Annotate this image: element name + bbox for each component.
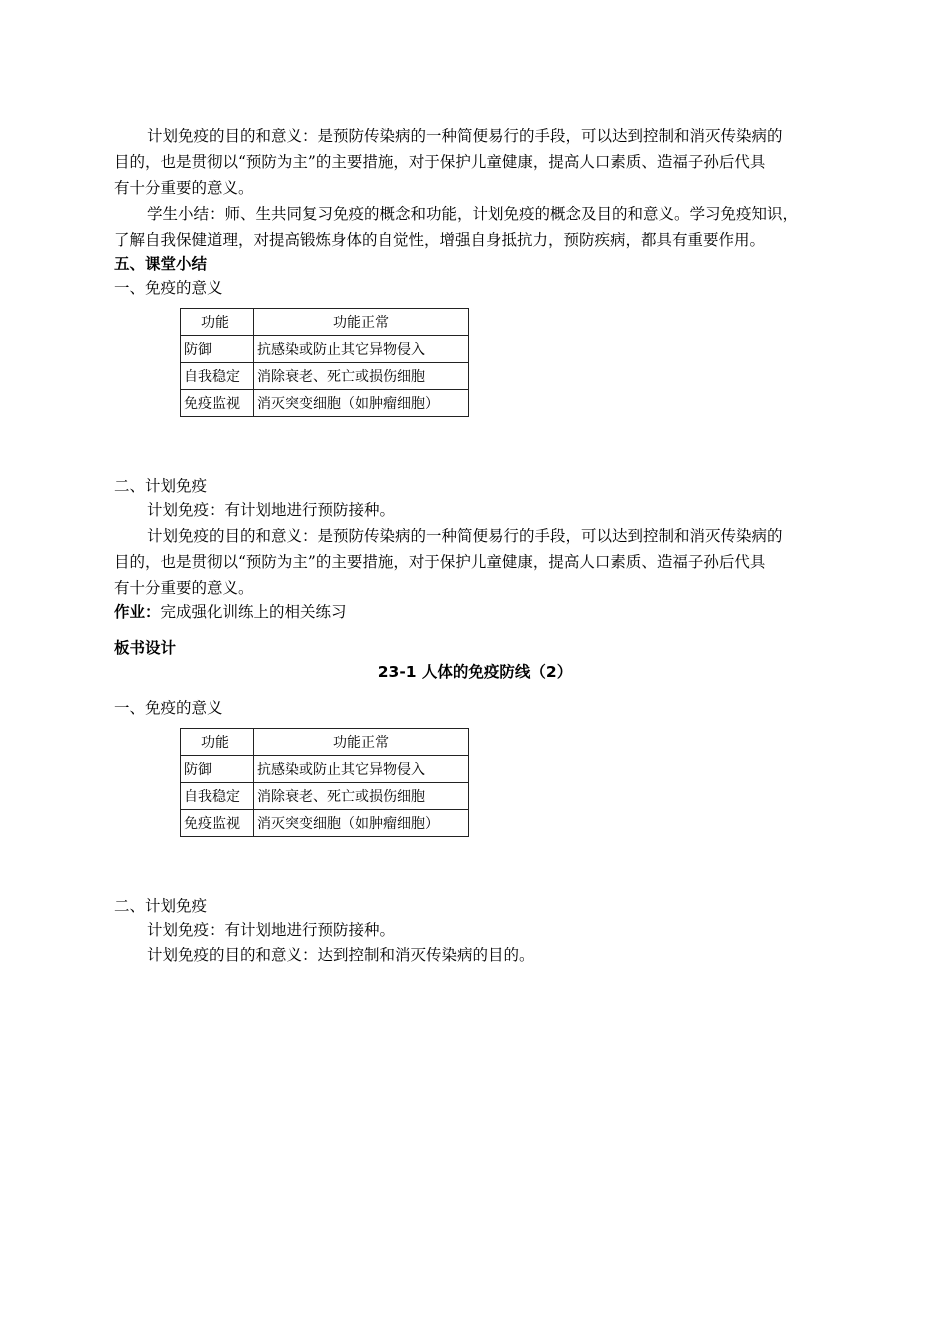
summary-purpose-line2: 目的，也是贯彻以“预防为主”的主要措施，对于保护儿童健康，提高人口素质、造福子孙后代具 bbox=[114, 553, 766, 571]
board-def: 计划免疫：有计划地进行预防接种。 bbox=[147, 921, 396, 939]
homework-text: 完成强化训练上的相关练习 bbox=[160, 603, 347, 621]
para2-line1: 学生小结：师、生共同复习免疫的概念和功能，计划免疫的概念及目的和意义。学习免疫知识， bbox=[147, 205, 799, 223]
table-header-cell: 功能 bbox=[181, 729, 254, 756]
para2-line2: 了解自我保健道理，对提高锻炼身体的自觉性，增强自身抵抗力，预防疾病，都具有重要作用。 bbox=[114, 231, 766, 249]
table-cell: 免疫监视 bbox=[181, 390, 254, 417]
table-cell: 自我稳定 bbox=[181, 783, 254, 810]
function-table-summary bbox=[180, 308, 469, 417]
table-cell: 防御 bbox=[181, 336, 254, 363]
table-cell: 免疫监视 bbox=[181, 810, 254, 837]
para1-line1: 计划免疫的目的和意义：是预防传染病的一种简便易行的手段，可以达到控制和消灭传染病的 bbox=[147, 127, 783, 145]
table-header-cell: 功能正常 bbox=[254, 729, 469, 756]
table-cell: 消除衰老、死亡或损伤细胞 bbox=[254, 783, 469, 810]
para1-line2: 目的，也是贯彻以“预防为主”的主要措施，对于保护儿童健康，提高人口素质、造福子孙后代具 bbox=[114, 153, 766, 171]
board-sub1: 一、免疫的意义 bbox=[114, 699, 223, 717]
board-title: 23-1 人体的免疫防线（2） bbox=[377, 663, 573, 681]
table-cell: 消除衰老、死亡或损伤细胞 bbox=[254, 363, 469, 390]
summary-purpose-line1: 计划免疫的目的和意义：是预防传染病的一种简便易行的手段，可以达到控制和消灭传染病的 bbox=[147, 527, 783, 545]
table-header-cell: 功能正常 bbox=[254, 309, 469, 336]
table-cell: 抗感染或防止其它异物侵入 bbox=[254, 336, 469, 363]
summary-sub2: 二、计划免疫 bbox=[114, 477, 208, 495]
summary-sub1: 一、免疫的意义 bbox=[114, 279, 223, 297]
table-cell: 防御 bbox=[181, 756, 254, 783]
board-purpose: 计划免疫的目的和意义：达到控制和消灭传染病的目的。 bbox=[147, 946, 535, 964]
function-table-board bbox=[180, 728, 469, 837]
table-header-cell: 功能 bbox=[181, 309, 254, 336]
table-cell: 抗感染或防止其它异物侵入 bbox=[254, 756, 469, 783]
section5-heading: 五、课堂小结 bbox=[114, 255, 208, 273]
board-sub2: 二、计划免疫 bbox=[114, 897, 208, 915]
homework-line bbox=[114, 600, 347, 624]
homework-label: 作业： bbox=[114, 603, 161, 621]
summary-def: 计划免疫：有计划地进行预防接种。 bbox=[147, 501, 396, 519]
para1-line3: 有十分重要的意义。 bbox=[114, 179, 254, 197]
board-heading: 板书设计 bbox=[114, 639, 177, 657]
table-cell: 自我稳定 bbox=[181, 363, 254, 390]
table-cell: 消灭突变细胞（如肿瘤细胞） bbox=[254, 810, 469, 837]
summary-purpose-line3: 有十分重要的意义。 bbox=[114, 579, 254, 597]
table-cell: 消灭突变细胞（如肿瘤细胞） bbox=[254, 390, 469, 417]
